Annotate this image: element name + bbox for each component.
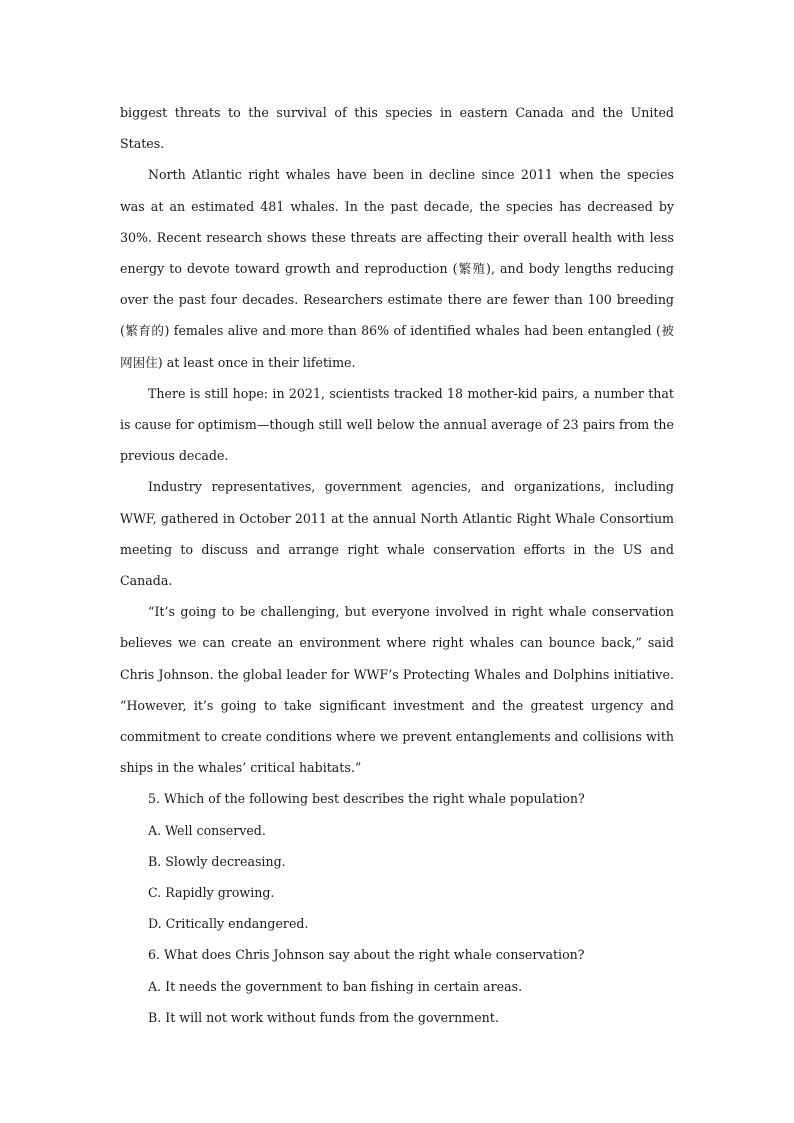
passage-paragraph-continued: biggest threats to the survival of this species in eastern Canada and the United States. [120, 105, 674, 152]
question-6 [120, 939, 674, 1033]
question-stem: 6. What does Chris Johnson say about the right whale conservation? [148, 947, 585, 963]
question-option: D. Critically endangered. [148, 916, 309, 932]
question-option: A. It needs the government to ban fishing in certain areas. [148, 978, 523, 994]
question-stem: 5. Which of the following best describes the right whale population? [148, 791, 585, 807]
question-option: B. It will not work without funds from the government. [148, 1009, 499, 1025]
passage-paragraph-decline: North Atlantic right whales have been in decline since 2011 when the species was at an estimated 481 whales. In the past decade, the species has decreased by 30%. Recent research shows these threats are affecting their overall health with less energy to devote toward growth and reproduction (繁殖), and body lengths reducing over the past four decades. Researchers estimate there are fewer than 100 breeding (繁育的) females alive and more than 86% of identified whales had been entangled (被网困住) at least once in their lifetime. [120, 167, 674, 370]
question-option: C. Rapidly growing. [148, 885, 275, 901]
document-body [120, 97, 674, 1033]
passage-paragraph-hope: There is still hope: in 2021, scientists tracked 18 mother-kid pairs, a number that is cause for optimism—though still well below the annual average of 23 pairs from the previous decade. [120, 385, 674, 464]
passage-paragraph-quote: “It’s going to be challenging, but everyone involved in right whale conservation believes we can create an environment where right whales can bounce back,” said Chris Johnson. the global leader for WWF’s Protecting Whales and Dolphins initiative. “However, it’s going to take significant investment and the greatest urgency and commitment to create conditions where we prevent entanglements and collisions with ships in the whales’ critical habitats.” [120, 604, 674, 776]
passage-paragraph-meeting: Industry representatives, government agencies, and organizations, including WWF, gathered in October 2011 at the annual North Atlantic Right Whale Consortium meeting to discuss and arrange right whale conservation efforts in the US and Canada. [120, 479, 674, 589]
question-option: B. Slowly decreasing. [148, 853, 286, 869]
question-5 [120, 783, 674, 939]
question-option: A. Well conserved. [148, 822, 266, 838]
